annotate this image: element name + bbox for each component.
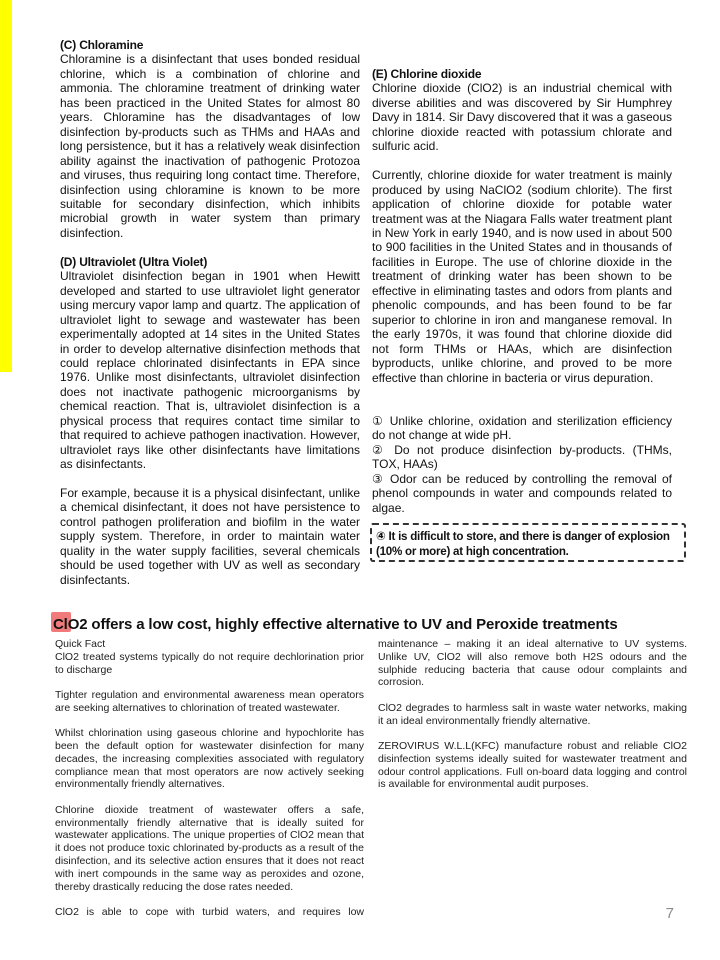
paragraph-continuation: maintenance – making it an ideal alternative to UV systems. Unlike UV, ClO2 will also remove both H2S odours and the sulphide reducing bacteria that cause odour complaints and corrosion. — [378, 638, 687, 689]
paragraph-continued: ClO2 is able to cope with turbid waters, and requires low — [55, 906, 364, 919]
warning-callout — [370, 523, 686, 562]
section-c-chloramine — [60, 38, 360, 240]
paragraph: Tighter regulation and environmental awareness mean operators are seeking alternatives to chlorination of treated wastewater. — [55, 689, 364, 714]
section-heading: (C) Chloramine — [60, 38, 144, 52]
bottom-left-column — [55, 638, 364, 919]
list-item: ③ Odor can be reduced by controlling the removal of phenol compounds in water and compounds related to algae. — [372, 471, 672, 515]
paragraph: Chloramine is a disinfectant that uses bonded residual chlorine, which is a combination of chlorine and ammonia. The chloramine treatment of drinking water has been practiced in the United States for almost 80 years. Chloramine has the disadvantages of low disinfection by-products such as THMs and HAAs and long persistence, but it has a relatively weak disinfection ability against the inactivation of pathogenic Protozoa and viruses, thus requiring long contact time. Therefore, disinfection using chloramine is known to be more suitable for secondary disinfection, which inhibits microbial growth in water system than primary disinfection. — [60, 52, 360, 240]
section-banner-title: ClO2 offers a low cost, highly effective alternative to UV and Peroxide treatments — [53, 616, 618, 633]
section-heading: (D) Ultraviolet (Ultra Violet) — [60, 254, 208, 269]
section-d-ultraviolet — [60, 255, 360, 587]
advantages-list — [372, 414, 672, 515]
section-e-chlorine-dioxide — [372, 67, 672, 562]
paragraph: Chlorine dioxide treatment of wastewater offers a safe, environmentally friendly alternative that is ideally suited for wastewater applications. The unique properties of ClO2 mean that it does not produce toxic chlorinated by-products as a result of the disinfection, and its selective action ensures that it does not react with inert compounds in the same way as peroxides and ozone, thereby drastically reducing the dose rates needed. — [55, 803, 364, 893]
paragraph: For example, because it is a physical disinfectant, unlike a chemical disinfectant, it does not have persistence to control pathogen proliferation and biofilm in the water supply system. Therefore, in order to maintain water quality in the water supply facilities, several chemicals should be used together with UV as well as secondary disinfectants. — [60, 486, 360, 587]
paragraph: ZEROVIRUS W.L.L(KFC) manufacture robust and reliable ClO2 disinfection systems ideally suited for wastewater treatment and odour control applications. Full on-board data logging and control is available for environmental audit purposes. — [378, 740, 687, 791]
paragraph: Chlorine dioxide (ClO2) is an industrial chemical with diverse abilities and was discovered by Sir Humphrey Davy in 1814. Sir Davy discovered that it was a gaseous chlorine dioxide reacted with potassium chlorate and sulfuric acid. — [372, 81, 672, 154]
quick-fact-label: Quick Fact — [55, 638, 106, 650]
section-heading: (E) Chlorine dioxide — [372, 67, 482, 81]
left-column — [60, 38, 360, 587]
list-item: ② Do not produce disinfection by-products. (THMs, TOX, HAAs) — [372, 442, 672, 472]
quick-fact — [55, 638, 364, 676]
quick-fact-text: ClO2 treated systems typically do not require dechlorination prior to discharge — [55, 650, 364, 676]
paragraph: Currently, chlorine dioxide for water treatment is mainly produced by using NaClO2 (sodium chlorite). The first application of chlorine dioxide for potable water treatment was at the Niagara Falls water treatment plant in New York in early 1940, and is now used in about 500 to 900 facilities in the United States and in thousands of facilities in Europe. The use of chlorine dioxide in the treatment of drinking water has been shown to be effective in eliminating tastes and odors from plants and phenolic compounds, and has been found to be far superior to chlorine in iron and manganese removal. In the early 1970s, it was found that chlorine dioxide did not form THMs or HAAs, which are disinfection byproducts, unlike chlorine, and proved to be more effective than chlorine in bacteria or virus depuration. — [372, 168, 672, 385]
warning-text: ④ It is difficult to store, and there is danger of explosion (10% or more) at high concentration. — [376, 530, 670, 559]
paragraph: ClO2 degrades to harmless salt in waste water networks, making it an ideal environmentally friendly alternative. — [378, 701, 687, 727]
page-number: 7 — [665, 905, 674, 922]
paragraph: Whilst chlorination using gaseous chlorine and hypochlorite has been the default option for wastewater disinfection for many decades, the increasing complexities associated with regulatory compliance mean that most operators are now actively seeking environmentally friendly alternatives. — [55, 727, 364, 791]
paragraph: Ultraviolet disinfection began in 1901 when Hewitt developed and started to use ultraviolet light generator using mercury vapor lamp and quartz. The application of ultraviolet light to sewage and wastewater has been experimentally adopted at 14 sites in the United States in order to develop alternative disinfection methods that could replace chlorinated disinfectants in EPA since 1976. Unlike most disinfectants, ultraviolet disinfection does not inactivate pathogenic microorganisms by chemical reaction. That is, ultraviolet disinfection is a physical process that requires contact time similar to that required to achieve pathogen inactivation. However, ultraviolet rays like other disinfectants have limitations as disinfectants. — [60, 269, 360, 472]
bottom-right-column — [378, 638, 687, 791]
list-item: ① Unlike chlorine, oxidation and sterilization efficiency do not change at wide pH. — [372, 413, 672, 443]
yellow-accent-bar — [0, 0, 12, 372]
